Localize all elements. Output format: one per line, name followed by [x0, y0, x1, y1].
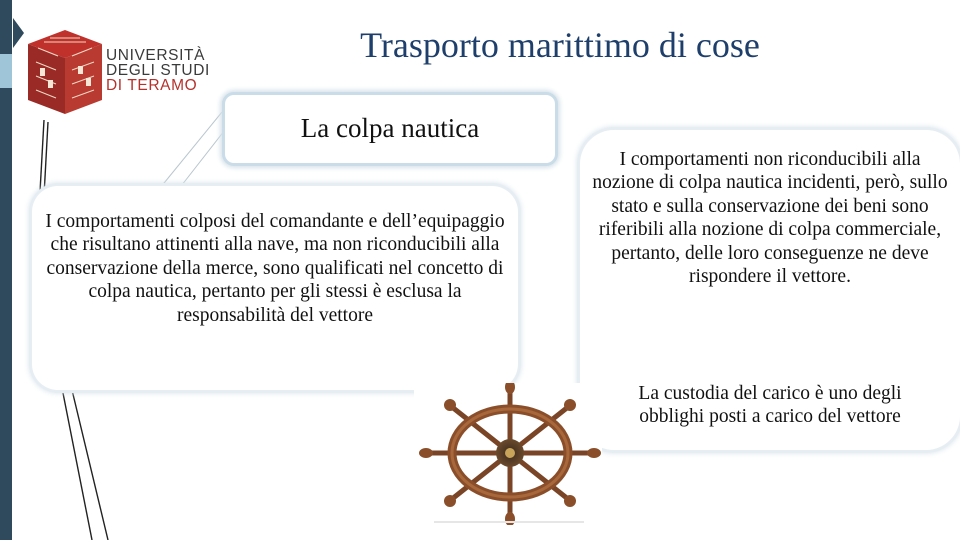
ship-wheel-icon — [414, 383, 602, 525]
university-logo — [26, 26, 236, 118]
left-band-highlight — [0, 54, 12, 88]
heading-box — [222, 92, 558, 166]
ship-wheel-image — [414, 383, 602, 525]
logo-line-1: UNIVERSITÀ — [106, 47, 206, 64]
slide-title: Trasporto marittimo di cose — [360, 25, 760, 65]
left-box-text: I comportamenti colposi del comandante e dell’equipaggio che risultano attinenti alla nave, ma non riconducibili alla conservazione della merce, sono qualificati nel concetto di colpa nautica, pertanto per gli stessi è esclusa la responsabilità del vettore — [45, 211, 505, 326]
right-box-paragraph-1: I comportamenti non riconducibili alla nozione di colpa nautica incidenti, però, sullo stato e sulla conservazione dei beni sono riferibili alla nozione di colpa commerciale, pertanto, delle loro conseguenze ne deve rispondere il vettore. — [592, 149, 948, 288]
logo-wordmark — [106, 48, 210, 93]
right-box-paragraph-2: La custodia del carico è uno degli obblighi posti a carico del vettore — [638, 383, 902, 428]
right-text-box — [580, 130, 960, 450]
slide-arrow-marker — [13, 18, 24, 48]
heading-box-text: La colpa nautica — [300, 113, 480, 143]
logo-line-2: DEGLI STUDI — [106, 62, 210, 79]
image-watermark-strip — [434, 520, 584, 525]
university-cube-logo-icon — [26, 28, 104, 116]
logo-line-3: DI TERAMO — [106, 77, 198, 94]
left-text-box — [32, 186, 518, 390]
